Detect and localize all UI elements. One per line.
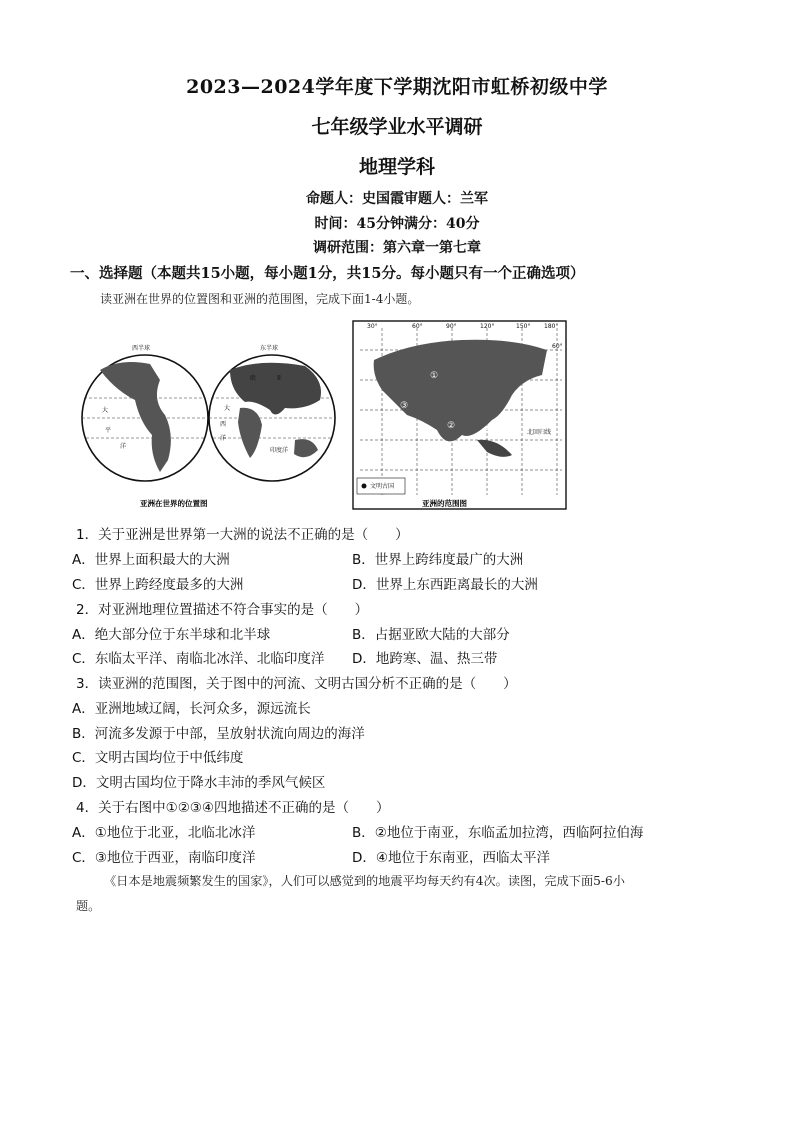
legend-label: 文明古国 [370, 483, 395, 490]
question-option: B．世界上跨纬度最广的大洲 [352, 552, 524, 568]
section-intro: 读亚洲在世界的位置图和亚洲的范围图，完成下面1-4小题。 [100, 292, 420, 306]
east-hemisphere-label: 东半球 [260, 345, 279, 352]
reading-note-line1: 《日本是地震频繁发生的国家》，人们可以感觉到的地震平均每天约有4次。读图，完成下面5-6小 [104, 874, 625, 888]
map-label: 洋 [220, 435, 227, 442]
tick-label: 30° [367, 323, 378, 330]
tick-label: 180° [544, 323, 559, 330]
map-label: 印度洋 [270, 447, 289, 454]
map-label: 大 [224, 405, 231, 412]
question-option: D．地跨寒、温、热三带 [352, 651, 498, 667]
question-option: C．东临太平洋、南临北冰洋、北临印度洋 [72, 651, 325, 667]
question-option: B．河流多发源于中部，呈放射状流向周边的海洋 [72, 726, 365, 742]
question-option: C．文明古国均位于中低纬度 [72, 750, 244, 766]
question-option: A．绝大部分位于东半球和北半球 [72, 627, 271, 643]
question-option: D．文明古国均位于降水丰沛的季风气候区 [72, 775, 326, 791]
exam-title: 2023—2024学年度下学期沈阳市虹桥初级中学 [186, 76, 608, 98]
tick-label: 90° [446, 323, 457, 330]
exam-subtitle: 七年级学业水平调研 [311, 116, 483, 138]
map-label: 亚 [276, 375, 283, 382]
scope-line: 调研范围：第六章一第七章 [313, 240, 481, 256]
question-stem: 2．对亚洲地理位置描述不符合事实的是（ ） [76, 602, 369, 618]
question-stem: 1．关于亚洲是世界第一大洲的说法不正确的是（ ） [76, 527, 409, 543]
subject-title: 地理学科 [358, 156, 435, 178]
tick-label: 60° [412, 323, 423, 330]
right-figure-caption: 亚洲的范围图 [422, 499, 467, 508]
map-label: 大 [102, 407, 109, 414]
question-option: B．占据亚欧大陆的大部分 [352, 627, 510, 643]
hemispheres-map [80, 340, 338, 510]
left-figure-caption: 亚洲在世界的位置图 [140, 499, 208, 508]
region-marker: ③ [400, 401, 409, 411]
map-label: 西 [220, 421, 227, 428]
section-heading: 一、选择题（本题共15小题，每小题1分，共15分。每小题只有一个正确选项） [70, 265, 585, 282]
map-label: 平 [105, 427, 112, 434]
region-marker: ② [447, 421, 456, 431]
time-line: 时间：45分钟满分：40分 [314, 216, 480, 232]
question-option: C．世界上跨经度最多的大洲 [72, 577, 244, 593]
tropic-label: 北回归线 [527, 429, 552, 436]
map-label: 欧 [250, 375, 257, 382]
map-label: 洋 [120, 443, 127, 450]
question-option: B．②地位于南亚，东临孟加拉湾，西临阿拉伯海 [352, 825, 644, 841]
tick-label: 60° [552, 343, 563, 350]
authors-line: 命题人：史国霞审题人：兰军 [306, 191, 488, 207]
question-option: A．世界上面积最大的大洲 [72, 552, 230, 568]
west-hemisphere-label: 西半球 [132, 345, 151, 352]
tick-label: 120° [480, 323, 495, 330]
tick-label: 150° [516, 323, 531, 330]
question-option: A．亚洲地域辽阔，长河众多，源远流长 [72, 701, 311, 717]
question-option: D．世界上东西距离最长的大洲 [352, 577, 538, 593]
question-stem: 4．关于右图中①②③④四地描述不正确的是（ ） [76, 800, 390, 816]
region-marker: ① [430, 371, 439, 381]
question-stem: 3．读亚洲的范围图，关于图中的河流、文明古国分析不正确的是（ ） [76, 676, 517, 692]
asia-extent-map [352, 320, 567, 510]
reading-note-line2: 题。 [76, 899, 101, 913]
region-marker: ④ [484, 425, 493, 435]
question-option: C．③地位于西亚，南临印度洋 [72, 850, 256, 866]
question-option: A．①地位于北亚，北临北冰洋 [72, 825, 256, 841]
question-option: D．④地位于东南亚，西临太平洋 [352, 850, 550, 866]
